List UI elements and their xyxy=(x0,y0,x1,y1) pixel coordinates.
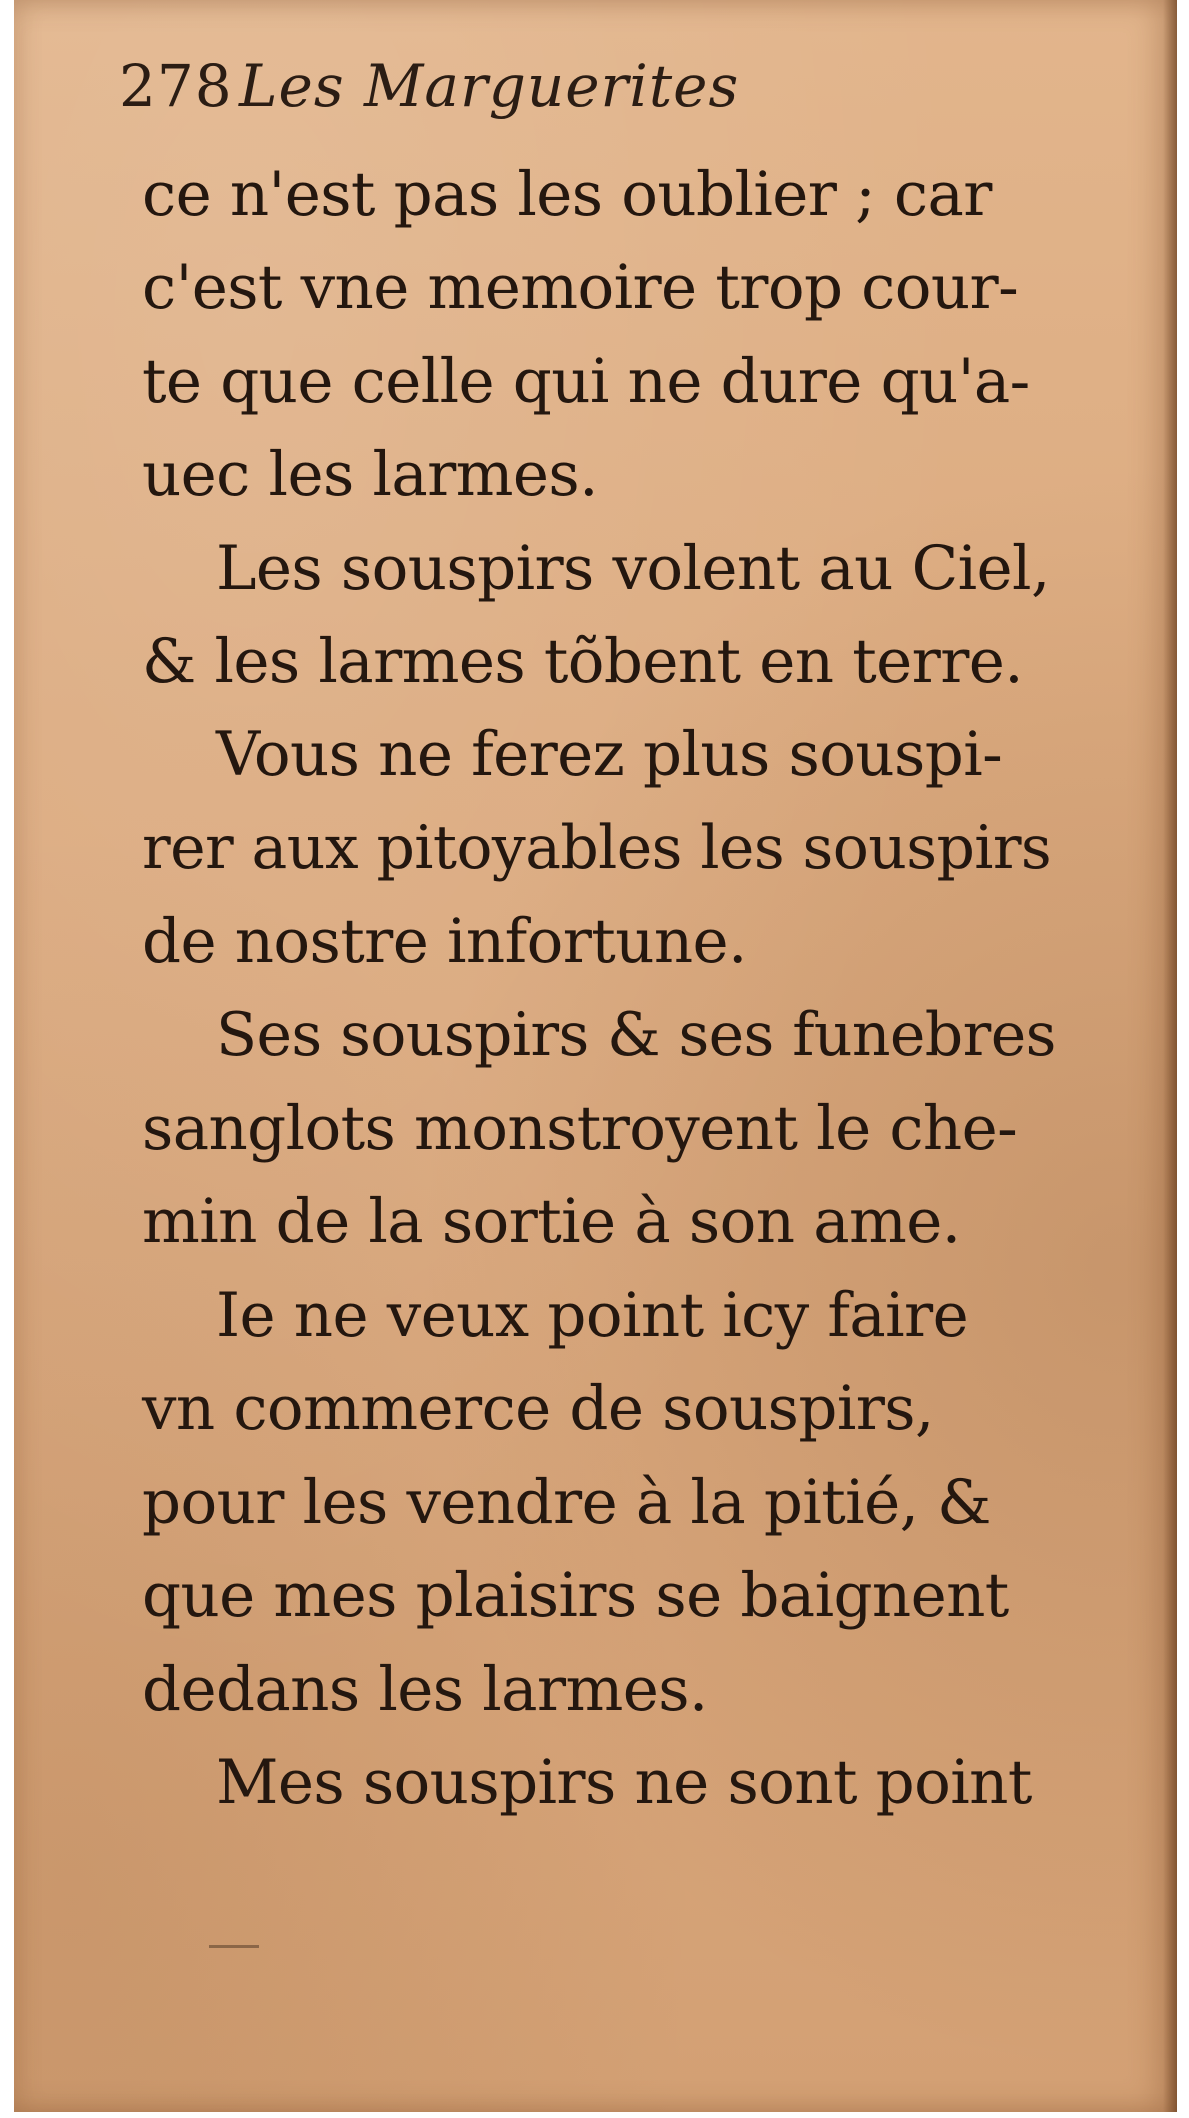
text-line: uec les larmes. xyxy=(142,439,598,511)
text-line: Mes souspirs ne sont point xyxy=(216,1746,1032,1818)
ink-mark xyxy=(209,1945,259,1948)
text-line: Ie ne veux point icy faire xyxy=(216,1279,969,1351)
running-title: Les Marguerites xyxy=(239,52,740,120)
body-text xyxy=(142,148,1062,1829)
text-line: c'est vne memoire trop cour- xyxy=(142,252,1019,324)
text-line: te que celle qui ne dure qu'a- xyxy=(142,345,1030,417)
text-line: dedans les larmes. xyxy=(142,1653,708,1725)
text-line: Vous ne ferez plus souspi- xyxy=(216,719,1003,791)
text-line: rer aux pitoyables les souspirs xyxy=(142,812,1052,883)
text-line: Les souspirs volent au Ciel, xyxy=(216,532,1050,604)
text-line: Ses souspirs & ses funebres xyxy=(216,999,1056,1070)
text-line: de nostre infortune. xyxy=(142,906,747,978)
text-line: sanglots monstroyent le che- xyxy=(142,1093,1018,1165)
text-line: vn commerce de souspirs, xyxy=(142,1373,934,1445)
book-page xyxy=(14,0,1177,2112)
text-line: pour les vendre à la pitié, & xyxy=(142,1466,991,1538)
text-line: ce n'est pas les oublier ; car xyxy=(142,159,992,230)
page-header xyxy=(119,52,739,120)
text-line: & les larmes tõbent en terre. xyxy=(142,626,1024,698)
text-line: min de la sortie à son ame. xyxy=(142,1186,961,1258)
text-line: que mes plaisirs se baignent xyxy=(142,1560,1009,1632)
page-edge-shadow xyxy=(1163,0,1177,2112)
page-number: 278 xyxy=(119,52,233,120)
